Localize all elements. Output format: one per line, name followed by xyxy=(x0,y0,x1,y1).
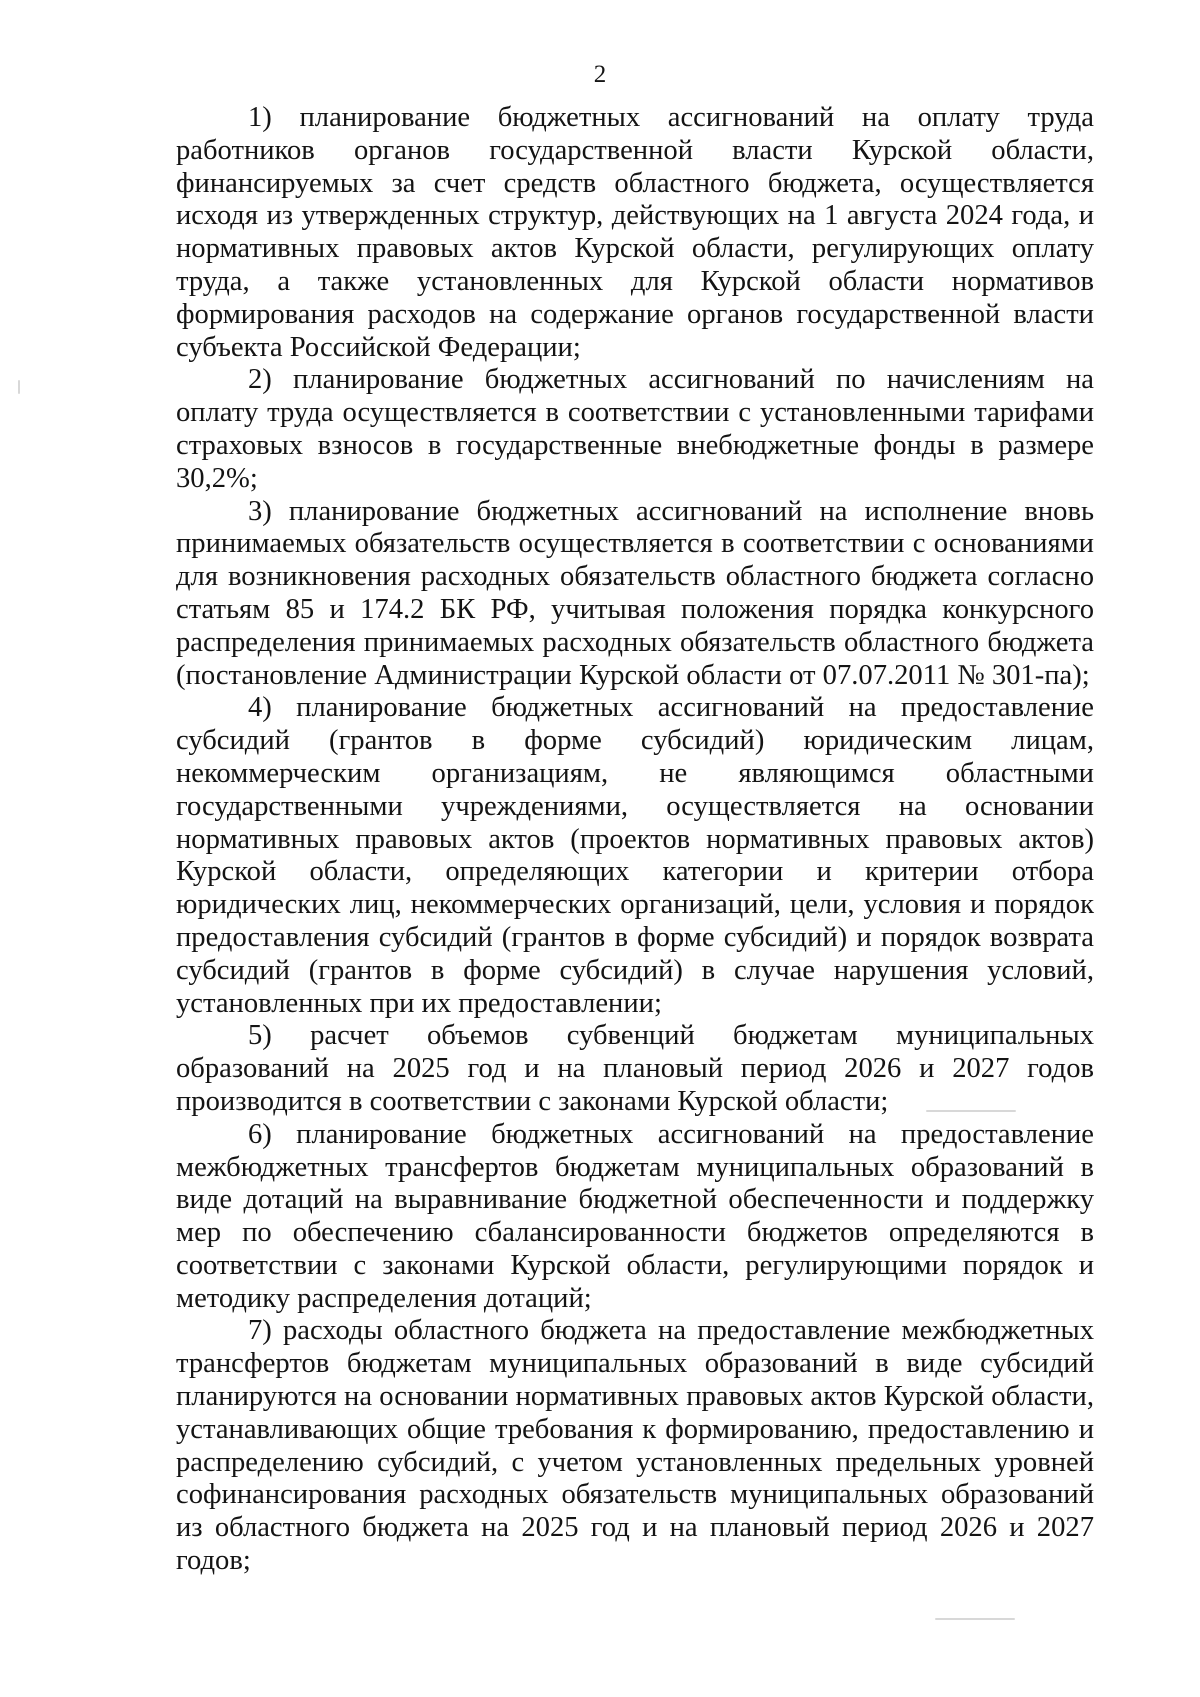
scan-mark xyxy=(926,1110,1016,1112)
paragraph-7: 7) расходы областного бюджета на предоставление межбюджетных трансфертов бюджетам муниципальных образований в виде субсидий планируются на основании нормативных правовых актов Курской области, устанавливающих общие требования к формированию, предоставлению и распределению субсидий, с учетом установленных предельных уровней софинансирования расходных обязательств муниципальных образований из областного бюджета на 2025 год и на плановый период 2026 и 2027 годов; xyxy=(176,1315,1094,1577)
paragraph-1: 1) планирование бюджетных ассигнований на оплату труда работников органов государственной власти Курской области, финансируемых за счет средств областного бюджета, осуществляется исходя из утвержденных структур, действующих на 1 августа 2024 года, и нормативных правовых актов Курской области, регулирующих оплату труда, а также установленных для Курской области нормативов формирования расходов на содержание органов государственной власти субъекта Российской Федерации; xyxy=(176,102,1094,363)
page-number: 2 xyxy=(593,61,607,88)
scan-mark xyxy=(18,380,20,394)
paragraph-2: 2) планирование бюджетных ассигнований по начислениям на оплату труда осуществляется в соответствии с установленными тарифами страховых взносов в государственные внебюджетные фонды в размере 30,2%; xyxy=(176,364,1094,494)
paragraph-5: 5) расчет объемов субвенций бюджетам муниципальных образований на 2025 год и на плановый период 2026 и 2027 годов производится в соответствии с законами Курской области; xyxy=(176,1020,1094,1117)
paragraph-6: 6) планирование бюджетных ассигнований на предоставление межбюджетных трансфертов бюджетам муниципальных образований в виде дотаций на выравнивание бюджетной обеспеченности и поддержку мер по обеспечению сбалансированности бюджетов определяются в соответствии с законами Курской области, регулирующими порядок и методику распределения дотаций; xyxy=(176,1118,1094,1314)
paragraph-4: 4) планирование бюджетных ассигнований на предоставление субсидий (грантов в форме субсидий) юридическим лицам, некоммерческим организациям, не являющимся областными государственными учреждениями, осуществляется на основании нормативных правовых актов (проектов нормативных правовых актов) Курской области, определяющих категории и критерии отбора юридических лиц, некоммерческих организаций, цели, условия и порядок предоставления субсидий (грантов в форме субсидий) и порядок возврата субсидий (грантов в форме субсидий) в случае нарушения условий, установленных при их предоставлении; xyxy=(176,692,1094,1019)
paragraph-3: 3) планирование бюджетных ассигнований на исполнение вновь принимаемых обязательств осуществляется в соответствии с основаниями для возникновения расходных обязательств областного бюджета согласно статьям 85 и 174.2 БК РФ, учитывая положения порядка конкурсного распределения принимаемых расходных обязательств областного бюджета (постановление Администрации Курской области от 07.07.2011 № 301-па); xyxy=(176,495,1094,691)
scan-mark xyxy=(935,1618,1015,1620)
document-body xyxy=(176,102,1094,1578)
